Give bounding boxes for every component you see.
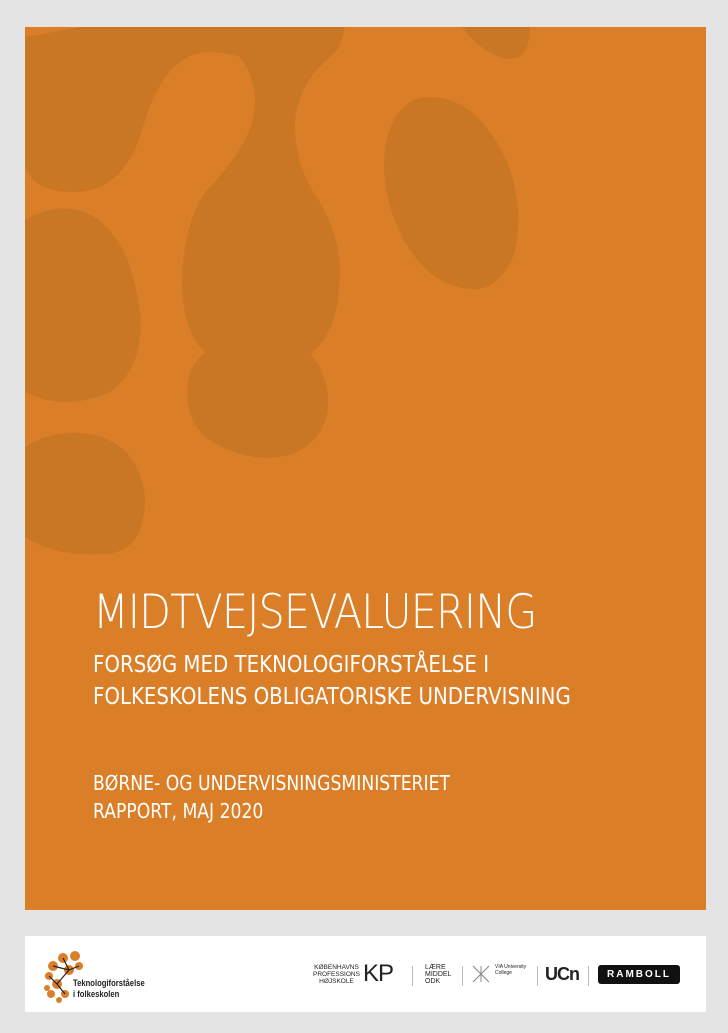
kp-line3: HØJSKOLE [319, 977, 354, 985]
main-logo-line1: Teknologiforståelse [73, 978, 145, 988]
odk-line3: ODK [425, 977, 441, 985]
via-line1: VIA University [495, 964, 527, 970]
cover-page [25, 27, 706, 910]
divider [412, 966, 413, 986]
publisher: BØRNE- OG UNDERVISNINGSMINISTERIET [93, 771, 450, 795]
kp-mark: KP [362, 960, 393, 987]
laeremiddel-odk-logo [425, 936, 451, 1012]
via-line2: College [495, 970, 512, 976]
report-date: RAPPORT, MAJ 2020 [93, 799, 264, 823]
ucn-logo: UCn [545, 963, 579, 984]
kp-line1: KØBENHAVNS [314, 963, 359, 971]
via-leaf-icon [471, 964, 491, 984]
divider [462, 966, 463, 986]
report-subtitle-line1: FORSØG MED TEKNOLOGIFORSTÅELSE I [93, 652, 490, 678]
kp-line2: PROFESSIONS [313, 970, 360, 978]
divider [588, 966, 589, 986]
via-logo [471, 936, 526, 1012]
report-title: MIDTVEJSEVALUERING [93, 585, 537, 640]
ramboll-logo [598, 936, 680, 1012]
divider [537, 966, 538, 986]
odk-line1: LÆRE [425, 963, 446, 971]
main-logo-text [73, 978, 145, 1000]
logo-footer [25, 936, 706, 1012]
report-subtitle-line2: FOLKESKOLENS OBLIGATORISKE UNDERVISNING [93, 684, 571, 710]
odk-line2: MIDDEL [425, 970, 452, 978]
ramboll-text: RAMBOLL [598, 965, 680, 984]
main-logo-line2: i folkeskolen [73, 989, 120, 999]
kp-logo [313, 936, 393, 1012]
